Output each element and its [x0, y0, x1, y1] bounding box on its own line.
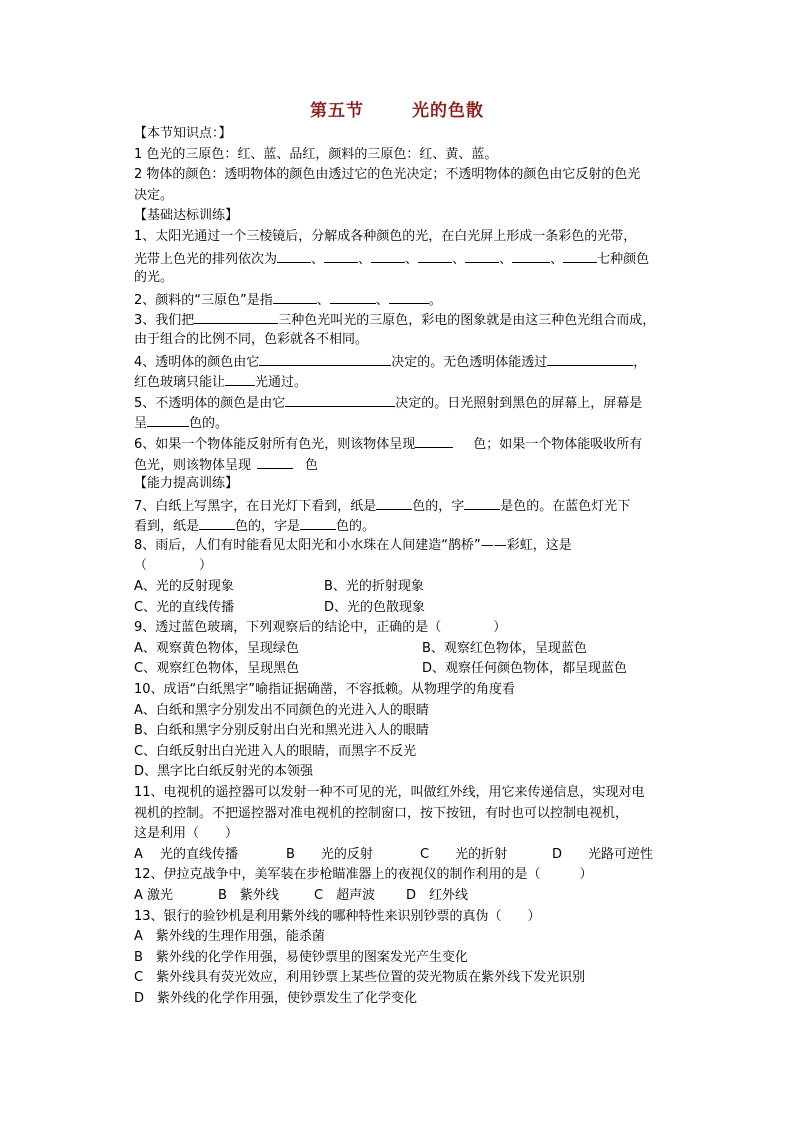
- document-body: [134, 124, 684, 1010]
- question-9-options-cd: [134, 659, 684, 680]
- question-8-stem: 8、雨后，人们有时能看见太阳光和小水珠在人间建造“鹊桥”——彩虹，这是: [134, 537, 572, 553]
- question-4-text: 4、透明体的颜色由它: [134, 354, 260, 370]
- question-1-text: 七种颜色: [597, 251, 650, 267]
- question-1-line3: 的光。: [134, 270, 174, 286]
- question-4-text: 光通过。: [255, 375, 308, 391]
- answer-blank[interactable]: [376, 495, 412, 510]
- option-a[interactable]: A、光的反射现象: [134, 579, 234, 595]
- answer-blank[interactable]: [465, 248, 499, 263]
- question-6-line1: [134, 433, 684, 454]
- answer-blank[interactable]: [259, 351, 391, 366]
- question-1-line2: [134, 248, 684, 269]
- option-b[interactable]: B 光的反射: [286, 846, 373, 862]
- question-5-line1: [134, 392, 684, 413]
- answer-blank[interactable]: [273, 289, 317, 304]
- question-5-text: 呈: [134, 416, 148, 432]
- question-5-line2: [134, 412, 684, 433]
- option-d[interactable]: D 红外线: [406, 887, 469, 903]
- separator: 、: [452, 251, 466, 267]
- answer-blank[interactable]: [324, 248, 358, 263]
- question-6-text: 色: [305, 457, 319, 473]
- option-d[interactable]: D、黑字比白纸反射光的本领强: [134, 764, 314, 780]
- page-title: [0, 96, 794, 121]
- question-3-line1: [134, 309, 684, 330]
- question-11-options: [134, 845, 684, 866]
- separator: 、: [358, 251, 372, 267]
- answer-blank[interactable]: [257, 454, 293, 469]
- option-a[interactable]: A、白纸和黑字分别发出不同颜色的光进入人的眼睛: [134, 702, 429, 718]
- question-9-stem: 9、透过蓝色玻璃，下列观察后的结论中，正确的是（ ）: [134, 620, 507, 636]
- option-d[interactable]: D 光路可逆性: [552, 846, 654, 862]
- option-b[interactable]: B、白纸和黑字分别反射出白光和黑光进入人的眼睛: [134, 723, 429, 739]
- knowledge-point-2-line2: 决定。: [134, 187, 174, 203]
- question-6-text: 色光，则该物体呈现: [134, 457, 252, 473]
- answer-blank[interactable]: [277, 248, 311, 263]
- question-7-text: 色的。: [336, 519, 376, 535]
- question-11-line2: 视机的控制。不把遥控器对准电视机的控制窗口，按下按钮，有时也可以控制电视机，: [134, 805, 629, 821]
- separator: 、: [550, 251, 564, 267]
- question-7-text: 7、白纸上写黑字，在日光灯下看到，纸是: [134, 498, 377, 514]
- option-a[interactable]: A 紫外线的生理作用强，能杀菌: [134, 929, 325, 945]
- answer-blank[interactable]: [418, 248, 452, 263]
- answer-blank[interactable]: [389, 289, 429, 304]
- answer-blank[interactable]: [464, 495, 500, 510]
- answer-blank[interactable]: [563, 248, 597, 263]
- option-d[interactable]: D、光的色散现象: [324, 599, 426, 615]
- question-2: [134, 289, 684, 310]
- question-7-line2: [134, 515, 684, 536]
- answer-blank[interactable]: [512, 248, 550, 263]
- answer-blank[interactable]: [415, 433, 453, 448]
- knowledge-point-2-line1: 2 物体的颜色：透明物体的颜色由透过它的色光决定；不透明物体的颜色由它反射的色光: [134, 167, 641, 183]
- answer-blank[interactable]: [371, 248, 405, 263]
- question-4-text: 红色玻璃只能让: [134, 375, 226, 391]
- section-heading-knowledge: 【本节知识点：】: [134, 126, 232, 141]
- question-4-line2: [134, 371, 684, 392]
- question-6-line2: [134, 454, 684, 475]
- answer-blank[interactable]: [285, 392, 395, 407]
- title-topic: 光的色散: [412, 101, 484, 121]
- option-c[interactable]: C 超声波: [314, 887, 376, 903]
- section-heading-advanced: 【能力提高训练】: [134, 476, 239, 492]
- option-c[interactable]: C 紫外线具有荧光效应，利用钞票上某些位置的荧光物质在紫外线下发光识别: [134, 970, 586, 986]
- question-1-text: 光带上色光的排列依次为: [134, 251, 278, 267]
- question-3-line2: 由于组合的比例不同，色彩就各不相同。: [134, 331, 369, 347]
- answer-blank[interactable]: [225, 371, 255, 386]
- question-12-stem: 12、伊拉克战争中，美军装在步枪瞄准器上的夜视仪的制作利用的是（ ）: [134, 867, 593, 883]
- question-7-text: 色的，字: [412, 498, 465, 514]
- question-8-options-cd: [134, 598, 684, 619]
- title-section-number: 第五节: [310, 101, 364, 121]
- option-c[interactable]: C、光的直线传播: [134, 599, 235, 615]
- question-2-text: 2、颜料的“三原色”是指: [134, 292, 273, 308]
- separator: 、: [375, 292, 389, 308]
- question-5-text: 5、不透明体的颜色是由它: [134, 395, 286, 411]
- question-4-text: ，: [633, 354, 647, 370]
- separator: 、: [405, 251, 419, 267]
- question-11-line3: 这是利用（ ）: [134, 826, 239, 842]
- question-6-text: 6、如果一个物体能反射所有色光，则该物体呈现: [134, 436, 416, 452]
- question-7-text: 是色的。在蓝色灯光下: [500, 498, 631, 514]
- question-3-text: 3、我们把: [134, 313, 195, 329]
- answer-blank[interactable]: [547, 351, 633, 366]
- separator: 、: [311, 251, 325, 267]
- answer-blank[interactable]: [300, 515, 336, 530]
- option-a[interactable]: A 激光: [134, 887, 174, 903]
- question-7-line1: [134, 495, 684, 516]
- question-7-text: 色的，字是: [235, 519, 301, 535]
- answer-blank[interactable]: [147, 412, 189, 427]
- question-3-text: 三种色光叫光的三原色，彩电的图象就是由这三种色光组合而成，: [278, 313, 656, 329]
- option-b[interactable]: B 紫外线: [218, 887, 279, 903]
- question-8-answer-bracket: （ ）: [134, 558, 213, 574]
- option-c[interactable]: C、观察红色物体，呈现黑色: [134, 661, 300, 677]
- option-b[interactable]: B、光的折射现象: [324, 579, 424, 595]
- option-c[interactable]: C、白纸反射出白光进入人的眼睛，而黑字不反光: [134, 743, 417, 759]
- question-10-stem: 10、成语“白纸黑字”喻指证据确凿，不容抵赖。从物理学的角度看: [134, 682, 516, 698]
- question-8-options-ab: [134, 577, 684, 598]
- knowledge-point-1: 1 色光的三原色：红、蓝、品红，颜料的三原色：红、黄、蓝。: [134, 146, 498, 162]
- section-heading-basic: 【基础达标训练】: [134, 208, 239, 224]
- option-a[interactable]: A 光的直线传播: [134, 846, 239, 862]
- question-13-stem: 13、银行的验钞机是利用紫外线的哪种特性来识别钞票的真伪（ ）: [134, 908, 541, 924]
- option-c[interactable]: C 光的折射: [420, 846, 508, 862]
- question-7-text: 看到，纸是: [134, 519, 200, 535]
- question-1-line1: 1、太阳光通过一个三棱镜后，分解成各种颜色的光，在白光屏上形成一条彩色的光带，: [134, 228, 637, 244]
- separator: 、: [499, 251, 513, 267]
- answer-blank[interactable]: [330, 289, 376, 304]
- option-d[interactable]: D、观察任何颜色物体，都呈现蓝色: [422, 661, 628, 677]
- option-b[interactable]: B、观察红色物体，呈现蓝色: [422, 640, 587, 656]
- question-5-text: 色的。: [189, 416, 229, 432]
- answer-blank[interactable]: [199, 515, 235, 530]
- option-a[interactable]: A、观察黄色物体，呈现绿色: [134, 640, 299, 656]
- question-4-line1: [134, 351, 684, 372]
- question-12-options: [134, 886, 684, 907]
- question-11-line1: 11、电视机的遥控器可以发射一种不可见的光，叫做红外线，用它来传递信息，实现对电: [134, 785, 645, 800]
- option-d[interactable]: D 紫外线的化学作用强，使钞票发生了化学变化: [134, 990, 418, 1006]
- question-4-text: 决定的。无色透明体能透过: [391, 354, 548, 370]
- question-2-text: 。: [428, 292, 442, 308]
- question-6-text: 色；如果一个物体能吸收所有: [473, 436, 643, 452]
- question-5-text: 决定的。日光照射到黑色的屏幕上，屏幕是: [395, 395, 643, 411]
- answer-blank[interactable]: [194, 309, 278, 324]
- option-b[interactable]: B 紫外线的化学作用强，易使钞票里的图案发光产生变化: [134, 949, 468, 965]
- question-9-options-ab: [134, 639, 684, 660]
- separator: 、: [316, 292, 330, 308]
